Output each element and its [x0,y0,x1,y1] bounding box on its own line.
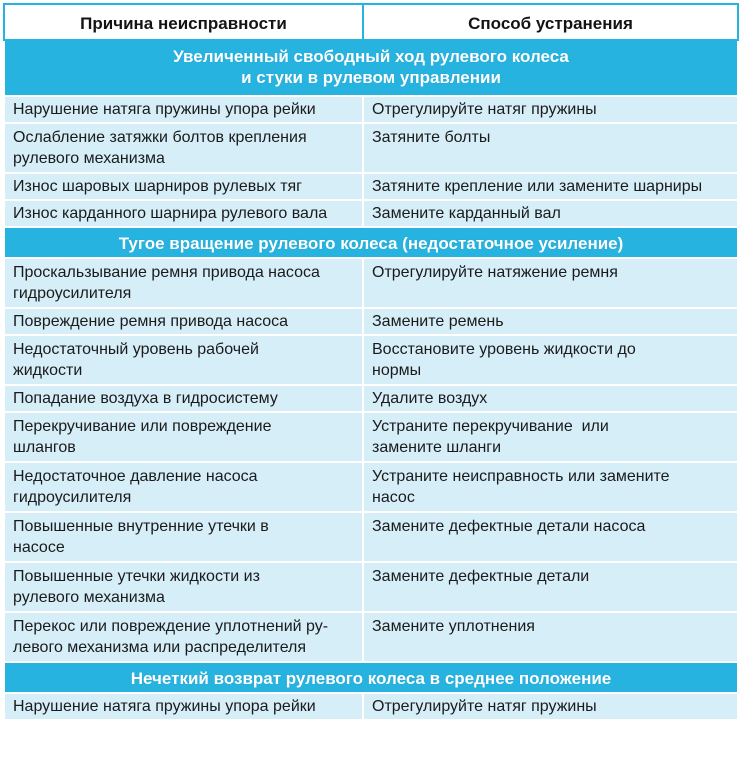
fix-cell [363,335,738,385]
cause-cell: Повреждение ремня привода насоса [4,308,363,335]
table-row [4,693,738,720]
table-row [4,96,738,123]
cause-line: Ослабление затяжки болтов крепления [13,129,307,146]
fix-line: Восстановите уровень жидкости до [372,341,636,358]
fix-cell [363,412,738,462]
cause-cell [4,462,363,512]
cause-cell: Попадание воздуха в гидросистему [4,385,363,412]
fix-line: Устраните неисправность или замените [372,468,670,485]
table-row [4,612,738,662]
table-row [4,123,738,173]
cause-cell [4,335,363,385]
cause-cell: Износ карданного шарнира рулевого вала [4,200,363,227]
fix-cell: Затяните крепление или замените шарниры [363,173,738,200]
fix-cell: Удалите воздух [363,385,738,412]
cause-line: рулевого механизма [13,589,165,606]
table-header-row [4,4,738,40]
cause-cell [4,412,363,462]
cause-cell [4,123,363,173]
cause-line: шлангов [13,439,76,456]
cause-cell [4,562,363,612]
cause-cell: Нарушение натяга пружины упора рейки [4,96,363,123]
table-row [4,512,738,562]
table-row [4,308,738,335]
fix-cell: Замените дефектные детали [363,562,738,612]
fix-line: насос [372,489,415,506]
table-row [4,258,738,308]
cause-cell [4,612,363,662]
section-title-line: Увеличенный свободный ход рулевого колеса [173,47,569,66]
fix-cell: Замените уплотнения [363,612,738,662]
table-row [4,412,738,462]
cause-line: рулевого механизма [13,150,165,167]
fix-cell: Отрегулируйте натяг пружины [363,96,738,123]
fix-cell: Отрегулируйте натяжение ремня [363,258,738,308]
cause-cell: Нарушение натяга пружины упора рейки [4,693,363,720]
table-row [4,462,738,512]
section-title: Нечеткий возврат рулевого колеса в среднее положение [4,662,738,693]
cause-line: Перекручивание или повреждение [13,418,272,435]
cause-line: насосе [13,539,65,556]
fix-line: Устраните перекручивание или [372,418,609,435]
table-row [4,335,738,385]
cause-cell [4,512,363,562]
cause-line: Перекос или повреждение уплотнений ру- [13,618,329,635]
fix-cell [363,462,738,512]
cause-cell [4,258,363,308]
cause-line: Повышенные утечки жидкости из [13,568,260,585]
section-title: Тугое вращение рулевого колеса (недостаточное усиление) [4,227,738,258]
cause-cell: Износ шаровых шарниров рулевых тяг [4,173,363,200]
fix-cell: Затяните болты [363,123,738,173]
cause-line: жидкости [13,362,83,379]
fix-cell: Отрегулируйте натяг пружины [363,693,738,720]
table-row [4,200,738,227]
cause-line: гидроусилителя [13,285,132,302]
section-heading-free-play [4,40,738,96]
table-row [4,385,738,412]
fix-line: нормы [372,362,422,379]
cause-line: левого механизма или распределителя [13,639,307,656]
section-title [4,40,738,96]
troubleshooting-table [3,3,739,721]
fix-cell: Замените ремень [363,308,738,335]
cause-line: Недостаточное давление насоса [13,468,258,485]
section-heading-vague-return [4,662,738,693]
cause-line: гидроусилителя [13,489,132,506]
section-title-line: и стуки в рулевом управлении [241,68,501,87]
table-row [4,173,738,200]
fix-cell: Замените карданный вал [363,200,738,227]
header-fix: Способ устранения [363,4,738,40]
cause-line: Повышенные внутренние утечки в [13,518,269,535]
section-heading-stiff-steering [4,227,738,258]
header-cause: Причина неисправности [4,4,363,40]
cause-line: Недостаточный уровень рабочей [13,341,259,358]
fix-cell: Замените дефектные детали насоса [363,512,738,562]
fix-line: замените шланги [372,439,502,456]
table-row [4,562,738,612]
cause-line: Проскальзывание ремня привода насоса [13,264,320,281]
page-cutoff-fade [520,742,740,769]
